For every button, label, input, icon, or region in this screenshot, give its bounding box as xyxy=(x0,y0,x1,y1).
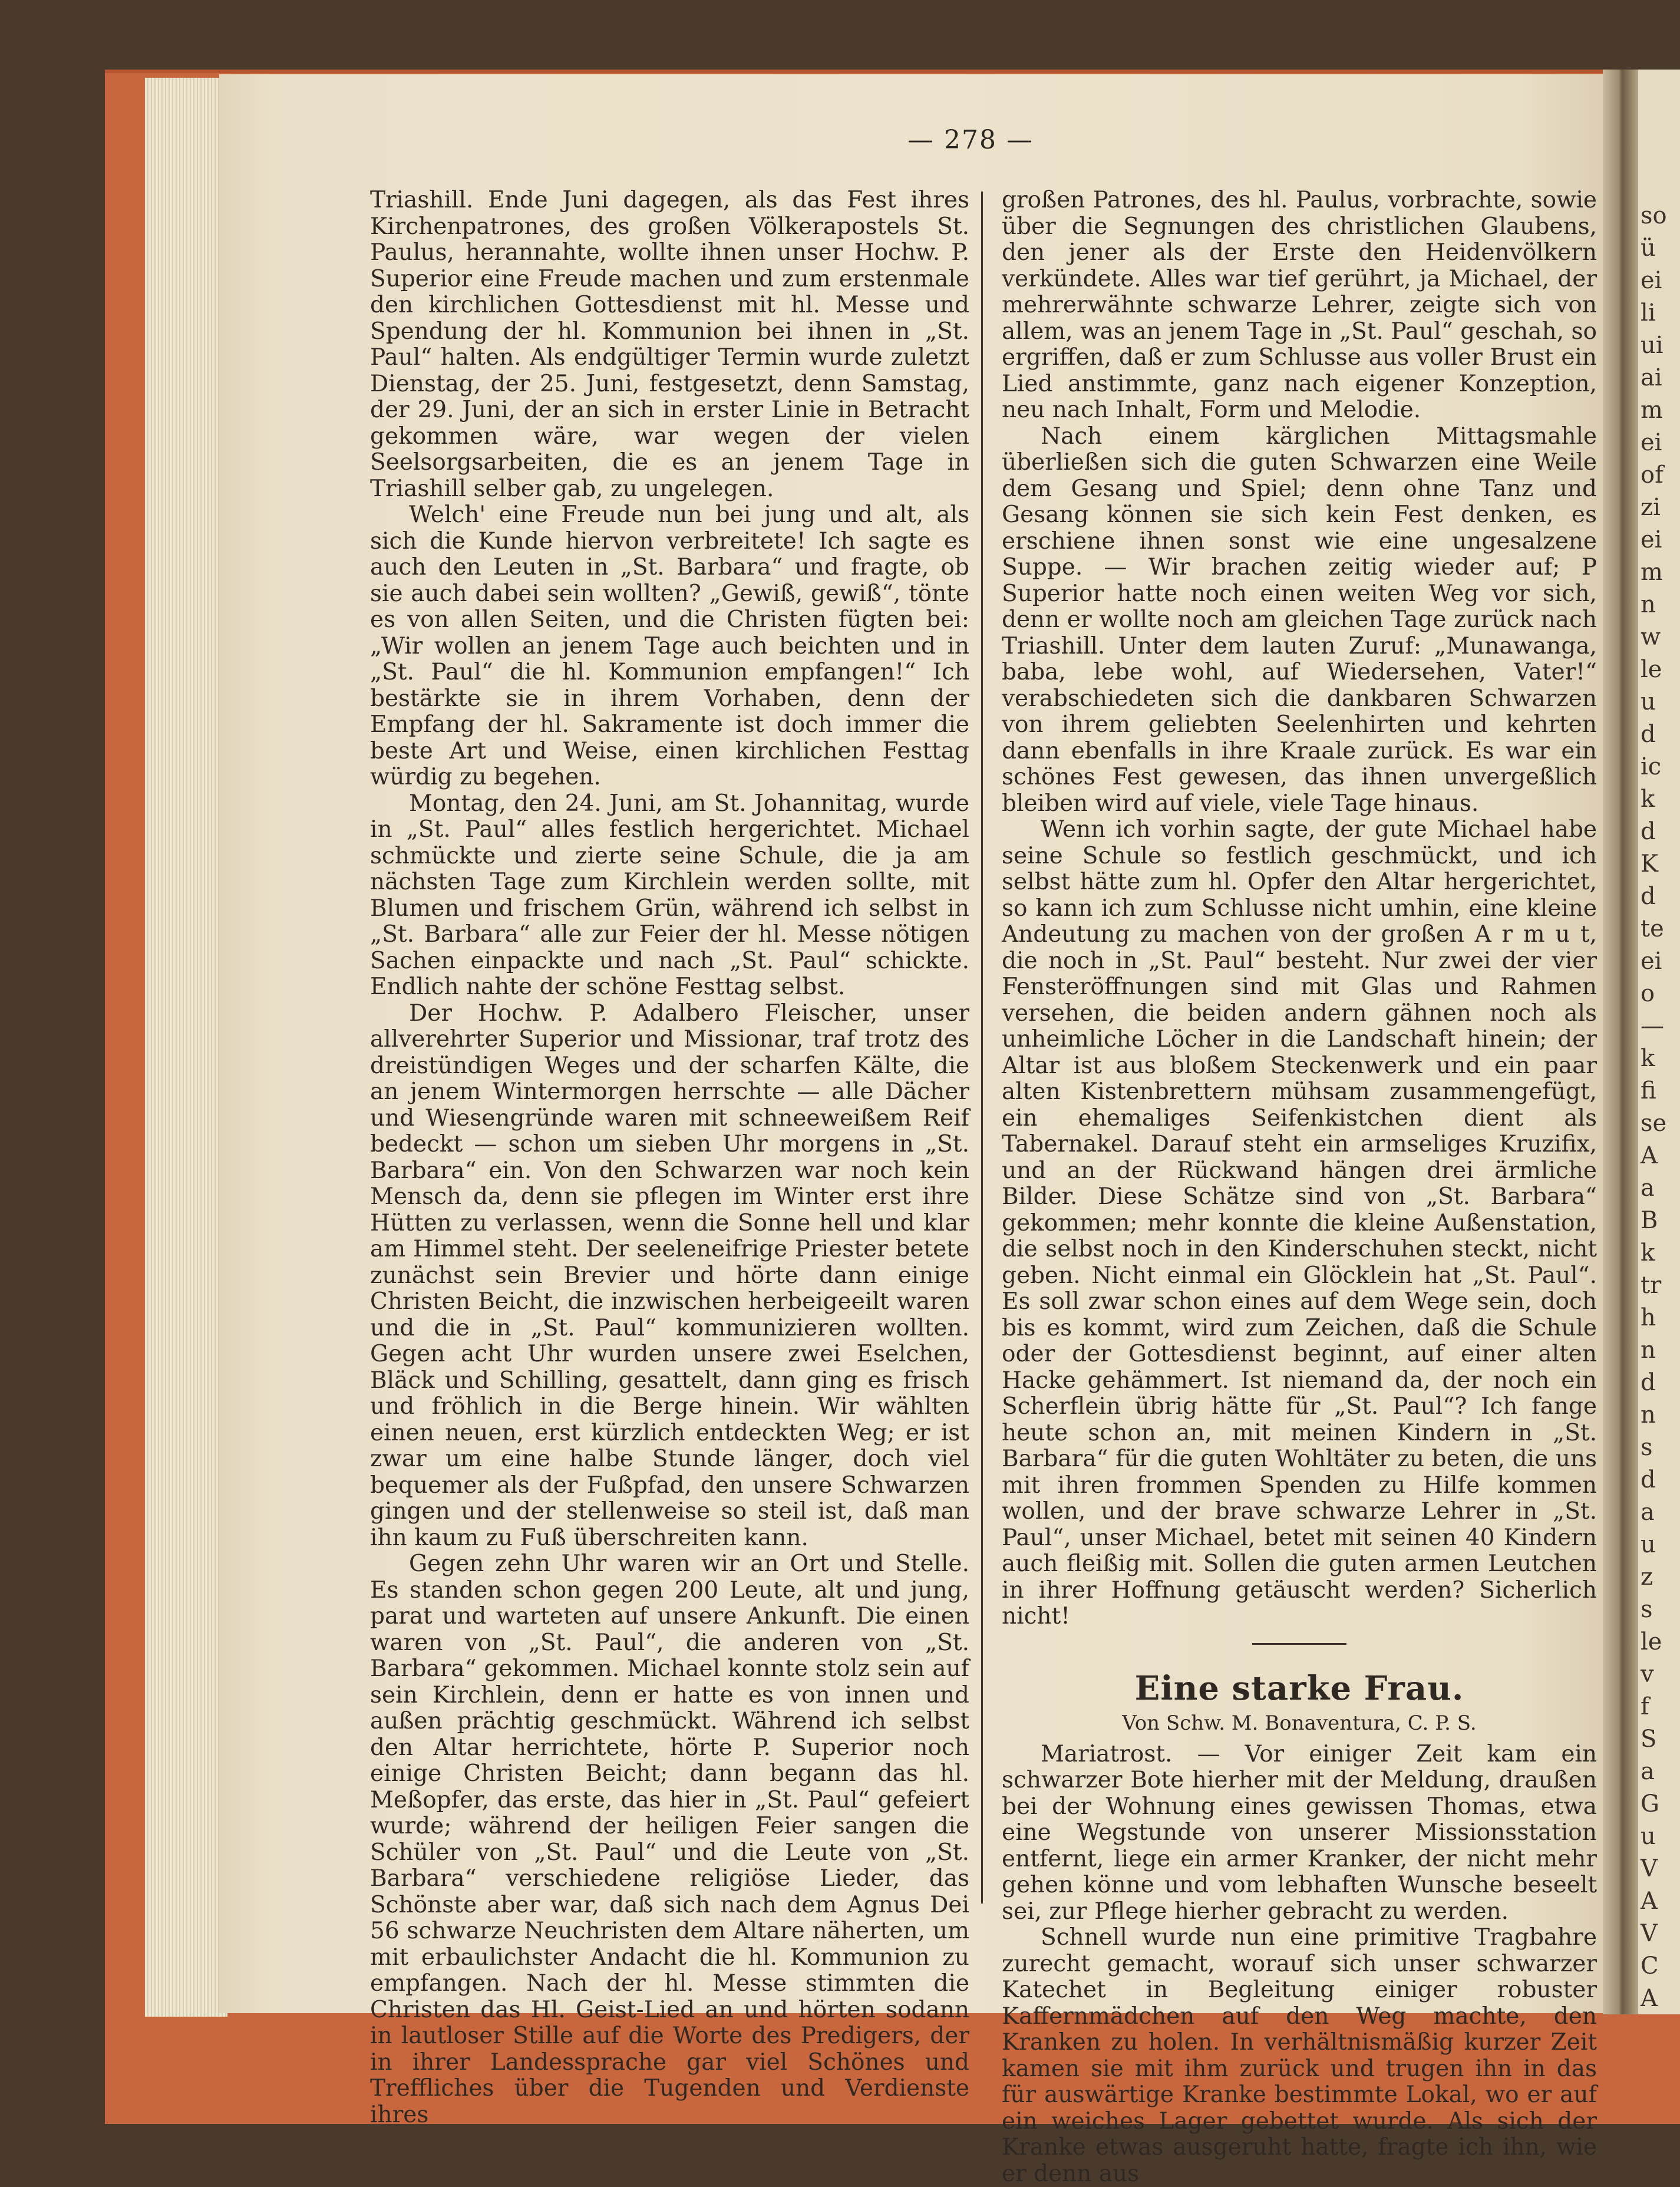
facing-page-fragment: li xyxy=(1641,299,1656,326)
page-number: — 278 — xyxy=(907,125,1034,155)
article-title: Eine starke Frau. xyxy=(1002,1670,1597,1707)
paragraph: Triashill. Ende Juni dagegen, als das Fest ihres Kirchenpatrones, des großen Völkerapostels St. Paulus, herannahte, wollte ihnen unser Hochw. P. Superior eine Freude machen und zum erstenmale den kirchlichen Gottesdienst mit hl. Messe und Spendung der hl. Kommunion bei ihnen in „St. Paul“ halten. Als endgültiger Termin wurde zuletzt Dienstag, der 25. Juni, festgesetzt, denn Samstag, der 29. Juni, der an sich in erster Linie in Betracht gekommen wäre, war wegen der vielen Seelsorgsarbeiten, die es an jenem Tage in Triashill selber gab, zu ungelegen. xyxy=(370,187,969,502)
facing-page-fragment: A xyxy=(1641,1142,1658,1169)
facing-page-fragment: d xyxy=(1641,721,1656,748)
facing-page-fragment: S xyxy=(1641,1726,1656,1753)
facing-page-fragment: G xyxy=(1641,1790,1659,1817)
facing-page-fragment: z xyxy=(1641,1563,1653,1591)
paragraph: großen Patrones, des hl. Paulus, vorbrachte, sowie über die Segnungen des christlichen Glaubens, den jener als der Erste den Heidenvölkern verkündete. Alles war tief gerührt, ja Michael, der mehrerwähnte schwarze Lehrer, zeigte sich von allem, was an jenem Tage in „St. Paul“ geschah, so ergriffen, daß er zum Schlusse aus voller Brust ein Lied anstimmte, ganz nach eigener Konzeption, neu nach Inhalt, Form und Melodie. xyxy=(1002,187,1597,424)
facing-page-fragment: B xyxy=(1641,1207,1658,1234)
facing-page-fragment: k xyxy=(1641,1045,1655,1072)
facing-page-fragment: v xyxy=(1641,1661,1654,1688)
facing-page-fragment: f xyxy=(1641,1693,1649,1720)
facing-page-fragment: u xyxy=(1641,1823,1656,1850)
facing-page-fragment: so xyxy=(1641,202,1667,229)
page-edges xyxy=(145,78,227,2017)
facing-page-fragment: s xyxy=(1641,1596,1653,1623)
book-gutter xyxy=(1603,70,1638,2014)
facing-page-fragment: tr xyxy=(1641,1272,1661,1299)
facing-page-fragment: — xyxy=(1641,1012,1664,1040)
article-byline: Von Schw. M. Bonaventura, C. P. S. xyxy=(1002,1711,1597,1736)
facing-page-fragment: ü xyxy=(1641,235,1656,262)
facing-page-fragment: ei xyxy=(1641,267,1662,294)
facing-page-fragment: n xyxy=(1641,591,1656,618)
facing-page-fragment: u xyxy=(1641,688,1656,715)
facing-page-fragment: le xyxy=(1641,1628,1662,1655)
column-divider xyxy=(981,192,983,1904)
facing-page-fragment: n xyxy=(1641,1337,1656,1364)
facing-page-fragment: ei xyxy=(1641,526,1662,553)
facing-page-fragment: u xyxy=(1641,1531,1656,1558)
facing-page-edge xyxy=(1638,70,1680,2014)
paragraph: Nach einem kärglichen Mittagsmahle überließen sich die guten Schwarzen eine Weile dem Gesang und Spiel; denn ohne Tanz und Gesang können sie sich kein Fest denken, es erschiene ihnen sonst wie eine ungesalzene Suppe. — Wir brachen zeitig wieder auf; P Superior hatte noch einen weiten Weg vor sich, denn er wollte noch am gleichen Tage zurück nach Triashill. Unter dem lauten Zuruf: „Munawanga, baba, lebe wohl, auf Wiedersehen, Vater!“ verabschiedeten sich die dankbaren Schwarzen von ihrem geliebten Seelenhirten und kehrten dann ebenfalls in ihre Kraale zurück. Es war ein schönes Fest gewesen, das ihnen unvergeßlich bleiben wird auf viele, viele Tage hinaus. xyxy=(1002,424,1597,817)
facing-page-fragment: le xyxy=(1641,656,1662,683)
facing-page-fragment: A xyxy=(1641,1888,1658,1915)
facing-page-fragment: a xyxy=(1641,1499,1655,1526)
right-text-column xyxy=(1002,187,1597,2187)
facing-page-fragment: of xyxy=(1641,461,1664,489)
right-column-paragraphs xyxy=(1002,187,1597,1630)
paragraph: Mariatrost. — Vor einiger Zeit kam ein schwarzer Bote hierher mit der Meldung, draußen bei der Wohnung eines gewissen Thomas, etwa eine Wegstunde von unserer Missionsstation entfernt, liege ein armer Kranker, der nicht mehr gehen könne und vom lebhaften Wunsche beseelt sei, zur Pflege hierher gebracht zu werden. xyxy=(1002,1741,1597,1925)
facing-page-fragment: d xyxy=(1641,883,1656,910)
paragraph: Der Hochw. P. Adalbero Fleischer, unser allverehrter Superior und Missionar, traf trotz des dreistündigen Weges und der scharfen Kälte, die an jenem Wintermorgen herrschte — alle Dächer und Wiesengründe waren mit schneeweißem Reif bedeckt — schon um sieben Uhr morgens in „St. Barbara“ ein. Von den Schwarzen war noch kein Mensch da, denn sie pflegen im Winter erst ihre Hütten zu verlassen, wenn die Sonne hell und klar am Himmel steht. Der seeleneifrige Priester betete zunächst sein Brevier und hörte dann einige Christen Beicht, die inzwischen herbeigeeilt waren und die in „St. Paul“ kommunizieren wollten. Gegen acht Uhr wurden unsere zwei Eselchen, Bläck und Schilling, gesattelt, dann ging es frisch und fröhlich in die Berge hinein. Wir wählten einen neuen, erst kürzlich entdeckten Weg; er ist zwar um eine halbe Stunde länger, doch viel bequemer als der Fußpfad, den unsere Schwarzen gingen und der stellenweise so steil ist, daß man ihn kaum zu Fuß überschreiten kann. xyxy=(370,1001,969,1552)
facing-page-fragment: ai xyxy=(1641,364,1662,391)
facing-page-fragment: V xyxy=(1641,1920,1658,1947)
facing-page-fragment: m xyxy=(1641,397,1663,424)
article-paragraphs xyxy=(1002,1741,1597,2187)
facing-page-fragment: A xyxy=(1641,1985,1658,2012)
facing-page-fragment: ei xyxy=(1641,948,1662,975)
facing-page-fragment: k xyxy=(1641,1239,1655,1266)
left-text-column xyxy=(370,187,969,2128)
paragraph: Montag, den 24. Juni, am St. Johannitag, wurde in „St. Paul“ alles festlich hergerichtet. Michael schmückte und zierte seine Schule, die ja am nächsten Tage zum Kirchlein werden sollte, mit Blumen und frischem Grün, während ich selbst in „St. Barbara“ alle zur Feier der hl. Messe nötigen Sachen einpackte und nach „St. Paul“ schickte. Endlich nahte der schöne Festtag selbst. xyxy=(370,791,969,1001)
facing-page-fragment: se xyxy=(1641,1110,1666,1137)
facing-page-fragment: zi xyxy=(1641,494,1661,521)
facing-page-fragment: m xyxy=(1641,559,1663,586)
facing-page-fragment: V xyxy=(1641,1855,1658,1882)
facing-page-fragment: K xyxy=(1641,850,1658,878)
facing-page-fragment: te xyxy=(1641,915,1664,942)
facing-page-fragment: s xyxy=(1641,1434,1653,1461)
paragraph: Wenn ich vorhin sagte, der gute Michael habe seine Schule so festlich geschmückt, und ich selbst hätte zum hl. Opfer den Altar hergerichtet, so kann ich zum Schlusse nicht umhin, eine kleine Andeutung zu machen von der großen A r m u t, die noch in „St. Paul“ besteht. Nur zwei der vier Fensteröffnungen sind mit Glas und Rahmen versehen, die beiden andern gähnen noch als unheimliche Löcher in die Landschaft hinein; der Altar ist aus bloßem Steckenwerk und ein paar alten Kistenbrettern mühsam zusammengefügt, ein ehemaliges Seifenkistchen dient als Tabernakel. Darauf steht ein armseliges Kruzifix, und an der Rückwand hängen drei ärmliche Bilder. Diese Schätze sind von „St. Barbara“ gekommen; mehr konnte die kleine Außenstation, die selbst noch in den Kinderschuhen steckt, nicht geben. Nicht einmal ein Glöcklein hat „St. Paul“. Es soll zwar schon eines auf dem Wege sein, doch bis es kommt, wird zum Zeichen, daß die Schule oder der Gottesdienst beginnt, auf einer alten Hacke gehämmert. Ist niemand da, der noch ein Scherflein übrig hätte für „St. Paul“? Ich fange heute schon an, mit meinen Kindern in „St. Barbara“ für die guten Wohltäter zu beten, die uns mit ihren frommen Spenden zu Hilfe kommen wollen, und der brave schwarze Lehrer in „St. Paul“, unser Michael, betet mit seinen 40 Kindern auch fleißig mit. Sollen die guten armen Leutchen in ihrer Hoffnung getäuscht werden? Sicherlich nicht! xyxy=(1002,817,1597,1630)
facing-page-fragment: fi xyxy=(1641,1077,1656,1104)
facing-page-fragment: a xyxy=(1641,1175,1655,1202)
facing-page-fragment: a xyxy=(1641,1758,1655,1785)
facing-page-fragment: ei xyxy=(1641,429,1662,456)
facing-page-fragment: ui xyxy=(1641,332,1664,359)
facing-page-fragment: n xyxy=(1641,1401,1656,1429)
facing-page-fragment: o xyxy=(1641,980,1655,1007)
facing-page-fragment: w xyxy=(1641,624,1661,651)
facing-page-fragment: d xyxy=(1641,1369,1656,1396)
paragraph: Schnell wurde nun eine primitive Tragbahre zurecht gemacht, worauf sich unser schwarzer Katechet in Begleitung einiger robuster Kaffernmädchen auf den Weg machte, den Kranken zu holen. In verhältnismäßig kurzer Zeit kamen sie mit ihm zurück und trugen ihn in das für auswärtige Kranke bestimmte Lokal, wo er auf ein weiches Lager gebettet wurde. Als sich der Kranke etwas ausgeruht hatte, fragte ich ihn, wie er denn aus xyxy=(1002,1925,1597,2187)
facing-page-fragment: k xyxy=(1641,786,1655,813)
facing-page-fragment: h xyxy=(1641,1304,1656,1331)
facing-page-fragment: ic xyxy=(1641,753,1661,780)
paragraph: Gegen zehn Uhr waren wir an Ort und Stelle. Es standen schon gegen 200 Leute, alt und jung, parat und warteten auf unsere Ankunft. Die einen waren von „St. Paul“, die anderen von „St. Barbara“ gekommen. Michael konnte stolz sein auf sein Kirchlein, denn er hatte es von innen und außen prächtig geschmückt. Während ich selbst den Altar herrichtete, hörte P. Superior noch einige Christen Beicht; dann begann das hl. Meßopfer, das erste, das hier in „St. Paul“ gefeiert wurde; während der heiligen Feier sangen die Schüler von „St. Paul“ und die Leute von „St. Barbara“ verschiedene religiöse Lieder, das Schönste aber war, daß sich nach dem Agnus Dei 56 schwarze Neuchristen dem Altare näherten, um mit erbaulichster Andacht die hl. Kommunion zu empfangen. Nach der hl. Messe stimmten die Christen das Hl. Geist-Lied an und hörten sodann in lautloser Stille auf die Worte des Predigers, der in ihrer Landessprache gar viel Schönes und Treffliches über die Tugenden und Verdienste ihres xyxy=(370,1551,969,2128)
facing-page-fragment: d xyxy=(1641,1466,1656,1493)
facing-page-fragment: d xyxy=(1641,818,1656,845)
article-divider xyxy=(1252,1643,1346,1645)
facing-page-fragment: C xyxy=(1641,1952,1659,1980)
paragraph: Welch' eine Freude nun bei jung und alt, als sich die Kunde hiervon verbreitete! Ich sagte es auch den Leuten in „St. Barbara“ und fragte, ob sie auch dabei sein wollten? „Gewiß, gewiß“, tönte es von allen Seiten, und die Christen fügten bei: „Wir wollen an jenem Tage auch beichten und in „St. Paul“ die hl. Kommunion empfangen!“ Ich bestärkte sie in ihrem Vorhaben, denn der Empfang der hl. Sakramente ist doch immer die beste Art und Weise, einen kirchlichen Festtag würdig zu begehen. xyxy=(370,502,969,791)
